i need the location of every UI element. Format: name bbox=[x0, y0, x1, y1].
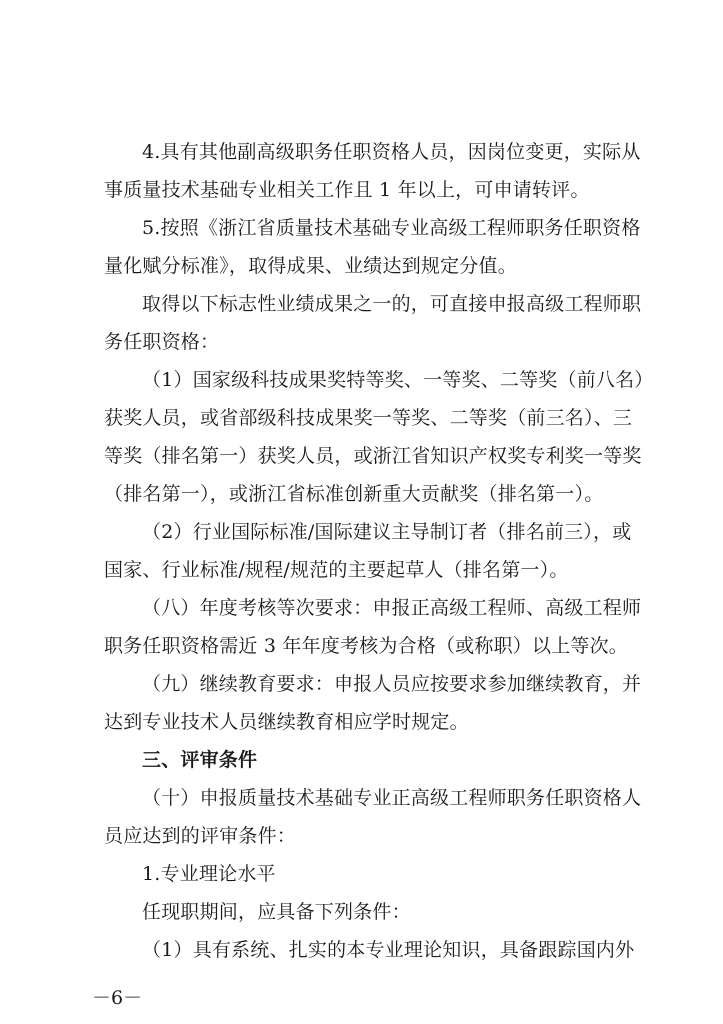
paragraph-line: 4.具有其他副高级职务任职资格人员，因岗位变更，实际从 bbox=[142, 141, 641, 163]
paragraph-line: 任现职期间，应具备下列条件： bbox=[142, 901, 411, 923]
paragraph-line: 达到专业技术人员继续教育相应学时规定。 bbox=[104, 711, 469, 733]
paragraph-line: 等奖（排名第一）获奖人员，或浙江省知识产权奖专利奖一等奖 bbox=[104, 445, 642, 467]
section-heading: 三、评审条件 bbox=[142, 749, 258, 771]
paragraph-line: 务任职资格： bbox=[104, 331, 220, 353]
paragraph-line: （排名第一），或浙江省标准创新重大贡献奖（排名第一）。 bbox=[104, 483, 604, 505]
page-number: －6－ bbox=[92, 987, 143, 1009]
paragraph-line: （1）国家级科技成果奖特等奖、一等奖、二等奖（前八名） bbox=[142, 369, 654, 391]
paragraph-line: 国家、行业标准/规程/规范的主要起草人（排名第一）。 bbox=[104, 559, 569, 581]
paragraph-line: 获奖人员，或省部级科技成果奖一等奖、二等奖（前三名）、三 bbox=[104, 407, 633, 429]
paragraph-line: 5.按照《浙江省质量技术基础专业高级工程师职务任职资格 bbox=[142, 217, 641, 239]
paragraph-line: 取得以下标志性业绩成果之一的，可直接申报高级工程师职 bbox=[142, 293, 642, 315]
paragraph-line: 职务任职资格需近 3 年年度考核为合格（或称职）以上等次。 bbox=[104, 635, 628, 657]
paragraph-line: （八）年度考核等次要求：申报正高级工程师、高级工程师 bbox=[142, 597, 642, 619]
paragraph-line: （1）具有系统、扎实的本专业理论知识，具备跟踪国内外 bbox=[142, 939, 635, 961]
subsection-heading: 1.专业理论水平 bbox=[142, 863, 276, 885]
paragraph-line: （九）继续教育要求：申报人员应按要求参加继续教育，并 bbox=[142, 673, 642, 695]
paragraph-line: （十）申报质量技术基础专业正高级工程师职务任职资格人 bbox=[142, 787, 642, 809]
paragraph-line: 量化赋分标准》，取得成果、业绩达到规定分值。 bbox=[104, 255, 517, 277]
paragraph-line: （2）行业国际标准/国际建议主导制订者（排名前三），或 bbox=[142, 521, 632, 543]
paragraph-line: 事质量技术基础专业相关工作且 1 年以上，可申请转评。 bbox=[104, 179, 590, 201]
paragraph-line: 员应达到的评审条件： bbox=[104, 825, 297, 847]
